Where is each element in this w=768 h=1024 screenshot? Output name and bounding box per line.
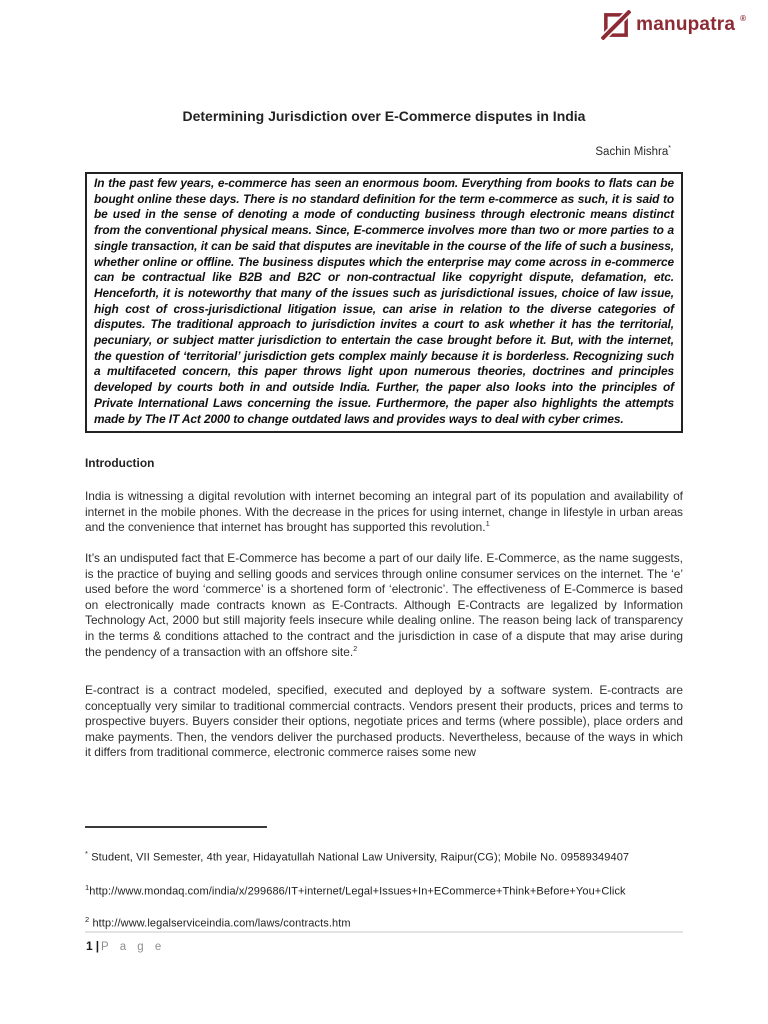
section-heading-introduction: Introduction bbox=[85, 456, 155, 470]
registered-trademark-symbol: ® bbox=[740, 13, 746, 23]
footer-rule bbox=[85, 931, 683, 933]
paragraph-3 bbox=[85, 683, 683, 761]
footnote-2-url: http://www.legalserviceindia.com/laws/contracts.htm bbox=[92, 917, 351, 930]
paragraph-1-text: India is witnessing a digital revolution with internet becoming an integral part of its population and availability of internet in the mobile phones. With the decrease in the prices for using internet, change in lifestyle in urban areas and the convenience that internet has brought has supported this revolution. bbox=[85, 489, 683, 535]
footer-page-label: P a g e bbox=[101, 941, 166, 953]
footnote-author-marker: * bbox=[85, 849, 89, 858]
abstract-text: In the past few years, e-commerce has seen an enormous boom. Everything from books to flats can be bought online these days. There is no standard definition for the term e-commerce as such, it is said to be used in the sense of denoting a mode of conducting business through electronic means distinct from the conventional physical means. Since, E-commerce involves more than two or more parties to a single transaction, it can be said that disputes are inevitable in the course of the life of such a business, whether online or offline. The business disputes which the enterprise may come across in e-commerce can be contractual like B2B and B2C or non-contractual like copyright dispute, defamation, etc. Henceforth, it is noteworthy that many of the issues such as jurisdictional issues, choice of law issue, high cost of cross-jurisdictional litigation issue, can arise in relation to the diverse categories of disputes. The traditional approach to jurisdiction invites a court to ask whether it has the territorial, pecuniary, or subject matter jurisdiction to entertain the case brought before it. But, with the internet, the question of ‘territorial’ jurisdiction gets complex mainly because it is borderless. Recognizing such a multifaceted concern, this paper throws light upon numerous theories, doctrines and principles developed by courts both in and outside India. Further, the paper also looks into the principles of Private International Laws concerning the issue. Furthermore, the paper also highlights the attempts made by The IT Act 2000 to change outdated laws and provides ways to deal with cyber crimes. bbox=[94, 176, 674, 426]
paragraph-2 bbox=[85, 551, 683, 660]
footnote-separator-line bbox=[85, 826, 267, 828]
footnote-author-text: Student, VII Semester, 4th year, Hidayatullah National Law University, Raipur(CG); Mobile No. 09589349407 bbox=[91, 851, 630, 864]
logo-wordmark: manupatra bbox=[636, 14, 736, 35]
footnote-author bbox=[85, 849, 688, 864]
paragraph-2-text: It’s an undisputed fact that E-Commerce has become a part of our daily life. E-Commerce, as the name suggests, is the practice of buying and selling goods and services through online consumer services on the internet. The ‘e’ used before the word ‘commerce’ is a shortened form of ‘electronic’. The effectiveness of E-Commerce is based on electronically made contracts known as E-Contracts. Although E-Contracts are legalized by Information Technology Act, 2000 but still majority feels insecure while dealing online. The reason being lack of transparency in the terms & conditions attached to the contract and the jurisdiction in case of a dispute that may arise during the pendency of a transaction with an offshore site. bbox=[85, 551, 683, 659]
author-footnote-marker: * bbox=[668, 145, 671, 152]
footnote-1-marker: 1 bbox=[85, 883, 90, 892]
footnote-1 bbox=[85, 883, 688, 898]
page-title: Determining Jurisdiction over E-Commerce disputes in India bbox=[182, 108, 586, 124]
footnote-2 bbox=[85, 915, 688, 930]
author-byline bbox=[595, 145, 671, 158]
author-name: Sachin Mishra bbox=[595, 145, 669, 158]
footnote-1-url: http://www.mondaq.com/india/x/299686/IT+internet/Legal+Issues+In+ECommerce+Think+Before+You+Click bbox=[89, 885, 626, 898]
page-content bbox=[85, 0, 683, 1024]
paragraph-3-text: E-contract is a contract modeled, specified, executed and deployed by a software system. E-contracts are conceptually very similar to traditional commercial contracts. Vendors present their products, prices and terms to prospective buyers. Buyers consider their options, negotiate prices and terms (where possible), place orders and make payments. Then, the vendors deliver the purchased products. Nevertheless, because of the ways in which it differs from traditional commerce, electronic commerce raises some new bbox=[85, 683, 683, 760]
footnote-ref-1: 1 bbox=[485, 519, 490, 529]
paragraph-1 bbox=[85, 489, 683, 536]
footnote-ref-2: 2 bbox=[353, 643, 358, 653]
footer-separator: | bbox=[95, 939, 100, 953]
abstract-box bbox=[85, 172, 683, 433]
page-number: 1 bbox=[86, 939, 93, 953]
footnote-2-marker: 2 bbox=[85, 915, 90, 924]
page-number-footer bbox=[86, 939, 165, 953]
